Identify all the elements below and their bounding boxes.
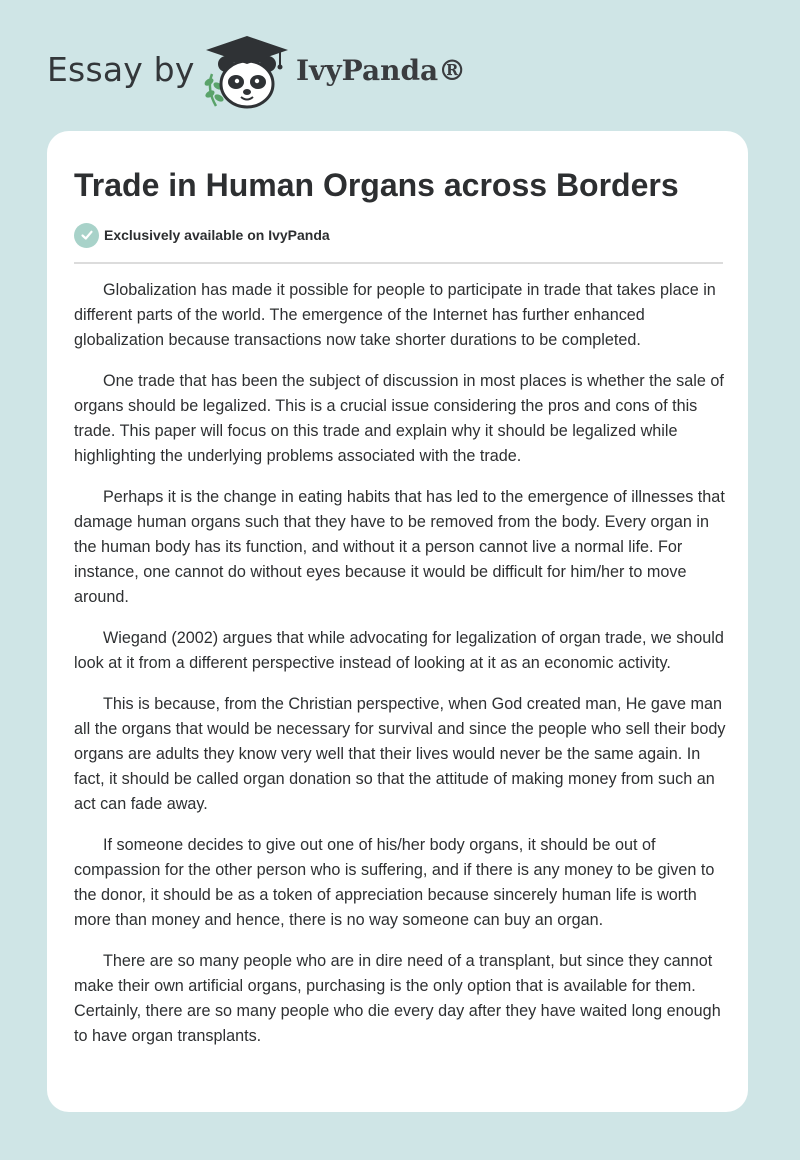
- divider: [74, 262, 723, 264]
- panda-graduate-icon[interactable]: [200, 34, 292, 110]
- page-title: Trade in Human Organs across Borders: [74, 167, 679, 203]
- paragraph: If someone decides to give out one of his/her body organs, it should be out of compassion for the other person who is suffering, and if there is any money to be given to the donor, it should be as a token of appreciation because sincerely human life is worth more than money and hence, there is no way someone can buy an organ.: [74, 836, 715, 929]
- paragraph: Globalization has made it possible for people to participate in trade that takes place in different parts of the world. The emergence of the Internet has further enhanced globalization because transactions now take shorter durations to be completed.: [74, 281, 716, 349]
- paragraph: One trade that has been the subject of discussion in most places is whether the sale of organs should be legalized. This is a crucial issue considering the pros and cons of this trade. This paper will focus on this trade and explain why it should be legalized while highlighting the underlying problems associated with the trade.: [74, 372, 724, 465]
- check-icon: [74, 223, 99, 248]
- paragraph: This is because, from the Christian perspective, when God created man, He gave man all the organs that would be necessary for survival and since the people who sell their body organs are adults they know very well that their lives would never be the same again. In fact, it should be called organ donation so that the attitude of making money from such an act can fade away.: [74, 695, 726, 813]
- essay-by-label: Essay by: [47, 50, 195, 89]
- exclusive-badge: [74, 222, 330, 248]
- essay-body: [74, 278, 726, 1065]
- paragraph: There are so many people who are in dire need of a transplant, but since they cannot make their own artificial organs, purchasing is the only option that is available for them. Certainly, there are so many people who die every day after they have waited long enough to have organ transplants.: [74, 952, 721, 1045]
- brand-name[interactable]: IvyPanda®: [296, 54, 467, 87]
- essay-card: [47, 131, 748, 1112]
- site-header: [0, 0, 800, 130]
- paragraph: Perhaps it is the change in eating habits that has led to the emergence of illnesses that damage human organs such that they have to be removed from the body. Every organ in the human body has its function, and without it a person cannot live a normal life. For instance, one cannot do without eyes because it would be difficult for him/her to move around.: [74, 488, 725, 606]
- paragraph: Wiegand (2002) argues that while advocating for legalization of organ trade, we should look at it from a different perspective instead of looking at it as an economic activity.: [74, 629, 724, 672]
- badge-text: Exclusively available on IvyPanda: [104, 227, 330, 243]
